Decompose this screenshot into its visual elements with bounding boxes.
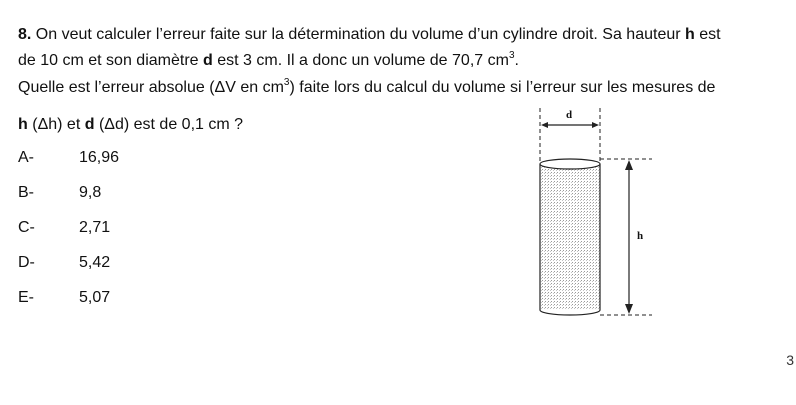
diameter-arrowhead-right bbox=[592, 122, 599, 128]
cylinder-figure bbox=[500, 100, 670, 330]
question-line-3: Quelle est l’erreur absolue (ΔV en $cm^3$) faite lors du calcul du volume si l’erreur sur les mesures de bbox=[18, 77, 716, 96]
diameter-arrowhead-left bbox=[541, 122, 548, 128]
height-label: h bbox=[636, 230, 644, 242]
cylinder-top-ellipse bbox=[540, 159, 600, 169]
cylinder-body bbox=[540, 164, 600, 310]
cylinder-bottom-curve bbox=[540, 310, 600, 315]
question-line-2: de 10 cm et son diamètre d est 3 cm. Il a donc un volume de 70,7 $cm^3$. bbox=[18, 50, 519, 69]
height-arrowhead-top bbox=[625, 160, 633, 170]
diameter-label: d bbox=[565, 109, 573, 121]
cylinder-diagram bbox=[500, 100, 670, 325]
height-arrowhead-bottom bbox=[625, 304, 633, 314]
question-number: 8. bbox=[18, 26, 32, 43]
question-line-1: 8. On veut calculer l’erreur faite sur la détermination du volume d’un cylindre droit. Sa hauteur h est bbox=[18, 26, 721, 43]
page-marker: 3 bbox=[786, 352, 794, 368]
question-line-4: h (Δh) et d (Δd) est de 0,1 cm ? bbox=[18, 116, 244, 133]
